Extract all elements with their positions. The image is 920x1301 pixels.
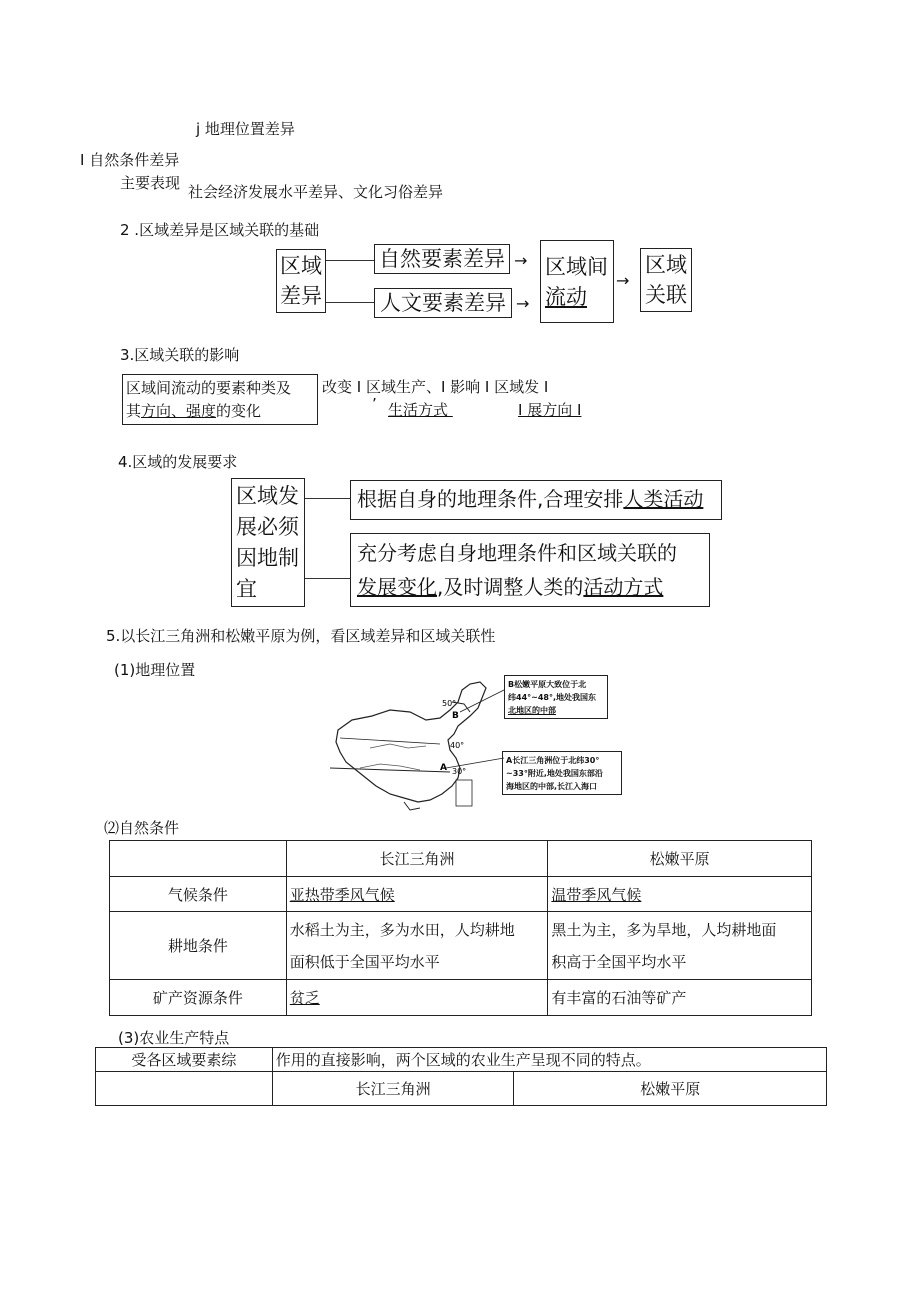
region-link-box (640, 248, 692, 312)
table-row: 气候条件 亚热带季风气候 温带季风气候 (110, 877, 812, 912)
requirement-box-2 (350, 533, 710, 607)
col-songnen: 松嫩平原 (548, 841, 812, 877)
section5-heading: 5.以长江三角洲和松嫩平原为例，看区域差异和区域关联性 (106, 627, 496, 645)
table-row (96, 1072, 827, 1106)
region-flow-line2: 流动 (545, 284, 587, 309)
callout-songnen: B松嫩平原大致位于北 纬44°~48°,地处我国东 北地区的中部 (504, 675, 608, 719)
geo-position-diff: j 地理位置差异 (196, 120, 295, 138)
natural-conditions-table (109, 840, 812, 1016)
region-flow-box (540, 240, 614, 323)
region-difference-line1: 区域 (280, 254, 322, 278)
hainan-island (404, 802, 420, 810)
table-row: 受各区域要素综 作用的直接影响，两个区域的农业生产呈现不同的特点。 (96, 1048, 827, 1072)
section2-heading: 2 .区域差异是区域关联的基础 (120, 221, 320, 239)
col-songnen: 松嫩平原 (514, 1072, 827, 1106)
connector-line (305, 578, 350, 579)
main-expression-label: 主要表现 (120, 174, 181, 192)
connector-line (305, 498, 350, 499)
region-difference-box (276, 249, 326, 313)
latitude-40-line (340, 738, 440, 744)
adapt-local-line1: 区域发 (236, 484, 299, 508)
adapt-local-box (231, 478, 305, 607)
adapt-local-line4: 宜 (236, 577, 257, 601)
element-flow-line1: 区域间流动的要素种类及 (126, 379, 292, 397)
lat-30-label: 30° (452, 767, 467, 776)
adapt-local-line3: 因地制 (236, 546, 299, 570)
lat-40-label: 40° (450, 741, 465, 750)
label-b: B (452, 711, 459, 721)
requirement-box-1: 根据自身的地理条件,合理安排人类活动 (350, 480, 722, 520)
region-flow-line1: 区域间 (545, 254, 608, 279)
sub-geo-position: (1)地理位置 (114, 661, 196, 679)
table-row: 矿产资源条件 贫乏 有丰富的石油等矿产 (110, 980, 812, 1016)
label-a: A (440, 763, 447, 773)
connector-line (326, 260, 374, 261)
influence-line2: 生活方式 I 展方向 I (388, 401, 582, 419)
element-flow-box (122, 374, 318, 425)
sub-agriculture: (3)农业生产特点 (118, 1029, 230, 1047)
table-row (110, 841, 812, 877)
lat-50-label: 50° (442, 699, 457, 708)
natural-condition-diff: I 自然条件差异 (80, 151, 180, 169)
requirement-2-line2: 发展变化,及时调整人类的活动方式 (357, 575, 664, 599)
section3-heading: 3.区域关联的影响 (120, 346, 240, 364)
col-yangtze: 长江三角洲 (286, 841, 548, 877)
connector-line (326, 302, 374, 303)
region-difference-line2: 差异 (280, 284, 322, 308)
influence-tick: ’ (372, 395, 377, 413)
adapt-local-line2: 展必须 (236, 515, 299, 539)
region-link-line2: 关联 (645, 283, 687, 307)
social-economic-diff: 社会经济发展水平差异、文化习俗差异 (188, 183, 444, 201)
human-factor-box: 人文要素差异 (374, 288, 512, 318)
influence-line1: 改变 I 区域生产、I 影响 I 区域发 I (322, 378, 549, 396)
arrow-icon: → (514, 251, 528, 270)
region-link-line1: 区域 (645, 253, 687, 277)
element-flow-line2: 其方向、强度的变化 (126, 402, 262, 420)
south-sea-inset (456, 780, 472, 806)
arrow-icon: → (616, 271, 630, 290)
callout-yangtze: A长江三角洲位于北纬30° ~33°附近,地处我国东部沿 海地区的中部,长江入海口 (502, 751, 622, 795)
section4-heading: 4.区域的发展要求 (118, 453, 238, 471)
sub-natural-conditions: ⑵自然条件 (104, 819, 180, 837)
table-row: 耕地条件 水稻土为主，多为水田，人均耕地 面积低于全国平均水平 黑土为主，多为旱地，人均耕地面 积高于全国平均水平 (110, 912, 812, 980)
agriculture-table (95, 1047, 827, 1106)
arrow-icon: → (516, 294, 530, 313)
requirement-2-line1: 充分考虑自身地理条件和区域关联的 (357, 541, 677, 565)
latitude-30-line (330, 768, 450, 772)
natural-factor-box: 自然要素差异 (374, 244, 510, 274)
col-yangtze: 长江三角洲 (272, 1072, 514, 1106)
